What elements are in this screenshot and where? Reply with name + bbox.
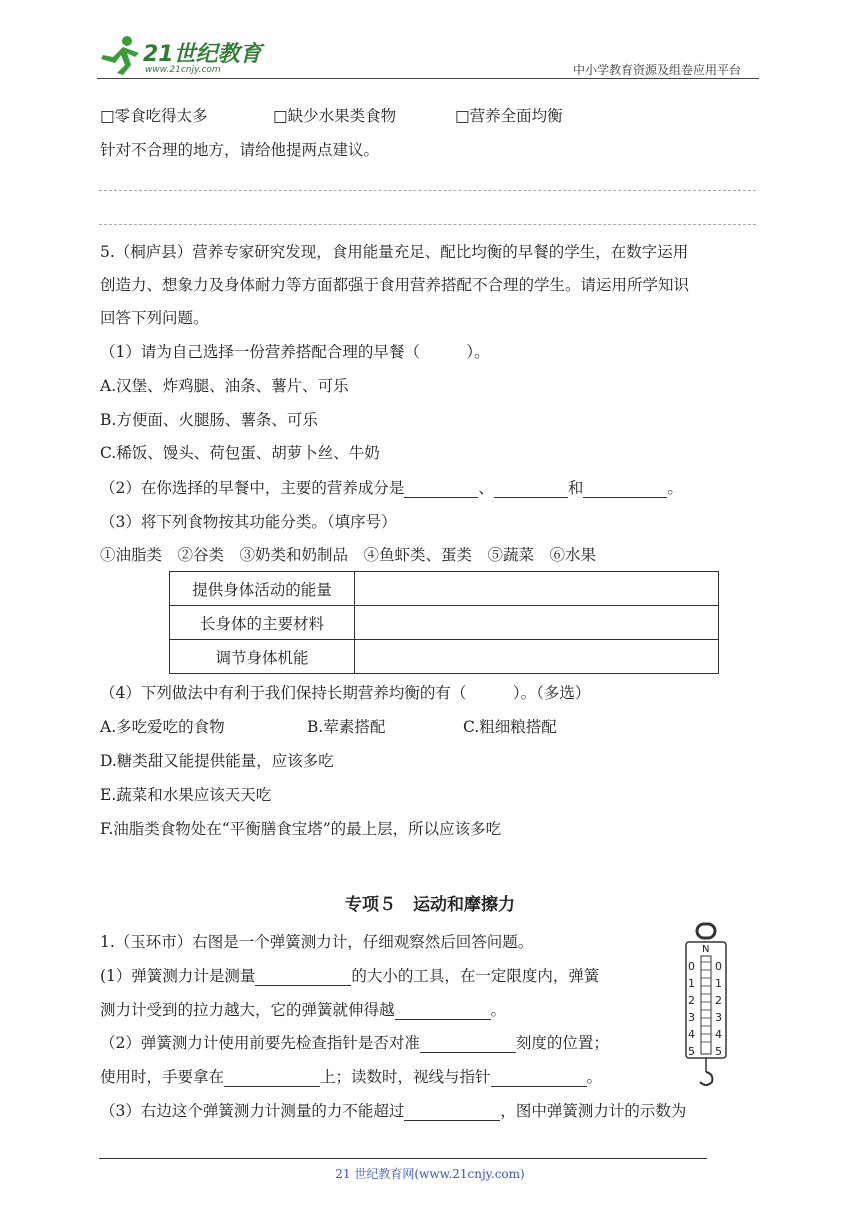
spring-scale-figure: [684, 922, 728, 1088]
q5-food-list: ①油脂类 ②谷类 ③奶类和奶制品 ④鱼虾类、蛋类 ⑤蔬菜 ⑥水果: [100, 546, 597, 564]
fill-blank[interactable]: [494, 481, 568, 498]
fill-blank[interactable]: [583, 481, 667, 498]
q5-sub3: （3）将下列食物按其功能分类。（填序号）: [100, 513, 397, 531]
footer-text: 21 世纪教育网(www.21cnjy.com): [335, 1167, 525, 1181]
scale-right-ticks: [715, 958, 727, 1060]
table-row: [170, 572, 719, 606]
classification-table: [169, 571, 719, 674]
answer-line-2: [99, 224, 756, 225]
header-rule: [97, 78, 759, 79]
answer-line-1: [99, 190, 756, 191]
checkbox-icon: □: [100, 107, 115, 125]
tick-label: 0: [715, 960, 722, 973]
tick-label: 1: [715, 977, 722, 990]
fill-blank[interactable]: [404, 1104, 500, 1121]
fill-blank[interactable]: [255, 969, 351, 986]
table-label: 调节身体机能: [170, 640, 355, 674]
q5-sub4-option-b: B.荤素搭配: [307, 718, 386, 736]
section-title: 专项５ 运动和摩擦力: [345, 895, 515, 915]
fill-blank[interactable]: [404, 481, 478, 498]
checkbox-option-2: □缺少水果类食物: [273, 107, 397, 125]
fill-blank[interactable]: [224, 1070, 320, 1087]
fill-blank[interactable]: [491, 1070, 587, 1087]
q1-line-1: (1）弹簧测力计是测量 的大小的工具，在一定限度内，弹簧: [100, 967, 600, 985]
q5-option-a: A.汉堡、炸鸡腿、油条、薯片、可乐: [100, 377, 349, 395]
q5-sub4-option-e: E.蔬菜和水果应该天天吃: [100, 786, 272, 804]
tick-label: 5: [688, 1045, 695, 1058]
checkbox-option-1: □零食吃得太多: [100, 107, 208, 125]
q5-sub4-option-f: F.油脂类食物处在“平衡膳食宝塔”的最上层，所以应该多吃: [100, 820, 502, 838]
checkbox-icon: □: [455, 107, 470, 125]
q5-option-b: B.方便面、火腿肠、薯条、可乐: [100, 411, 318, 429]
q5-sub2: （2）在你选择的早餐中，主要的营养成分是 、 和 。: [100, 479, 683, 497]
tick-label: 2: [688, 994, 695, 1007]
logo-url: www.21cnjy.com: [145, 65, 221, 75]
q5-sub4-option-d: D.糖类甜又能提供能量，应该多吃: [100, 752, 334, 770]
scale-unit-label: N: [702, 944, 710, 955]
table-label: 长身体的主要材料: [170, 606, 355, 640]
table-answer-cell[interactable]: [355, 606, 719, 640]
tick-label: 0: [688, 960, 695, 973]
q5-intro-line-3: 回答下列问题。: [100, 309, 209, 327]
fill-blank[interactable]: [420, 1036, 516, 1053]
table-answer-cell[interactable]: [355, 640, 719, 674]
q5-sub4-option-c: C.粗细粮搭配: [463, 718, 557, 736]
header-platform-text: 中小学教育资源及组卷应用平台: [573, 63, 742, 77]
q5-intro-line-1: 5.（桐庐县）营养专家研究发现，食用能量充足、配比均衡的早餐的学生，在数字运用: [100, 243, 689, 261]
suggest-prompt: 针对不合理的地方，请给他提两点建议。: [100, 141, 380, 159]
q1-line-5: （3）右边这个弹簧测力计测量的力不能超过 ，图中弹簧测力计的示数为: [100, 1102, 687, 1120]
header-logo: [97, 33, 267, 81]
q5-sub1: （1）请为自己选择一份营养搭配合理的早餐（ ）。: [100, 343, 490, 361]
q5-option-c: C.稀饭、馒头、荷包蛋、胡萝卜丝、牛奶: [100, 444, 380, 462]
q1-line-2: 测力计受到的拉力越大，它的弹簧就伸得越 。: [100, 1001, 507, 1019]
q1-intro: 1.（玉环市）右图是一个弹簧测力计，仔细观察然后回答问题。: [100, 933, 534, 951]
table-label: 提供身体活动的能量: [170, 572, 355, 606]
q5-sub4-option-a: A.多吃爱吃的食物: [100, 718, 225, 736]
tick-label: 4: [715, 1028, 722, 1041]
q1-line-4: 使用时，手要拿在 上；读数时，视线与指针 。: [100, 1068, 603, 1086]
tick-label: 5: [715, 1045, 722, 1058]
tick-label: 4: [688, 1028, 695, 1041]
q5-sub4: （4）下列做法中有利于我们保持长期营养均衡的有（ ）。（多选）: [100, 684, 591, 702]
checkbox-option-3: □营养全面均衡: [455, 107, 563, 125]
tick-label: 3: [688, 1011, 695, 1024]
table-answer-cell[interactable]: [355, 572, 719, 606]
fill-blank[interactable]: [395, 1003, 491, 1020]
tick-label: 3: [715, 1011, 722, 1024]
logo-text: 21世纪教育: [143, 42, 262, 67]
footer-rule: [99, 1158, 707, 1159]
table-row: [170, 606, 719, 640]
q1-line-3: （2）弹簧测力计使用前要先检查指针是否对准 刻度的位置；: [100, 1034, 609, 1052]
runner-logo-icon: [97, 35, 141, 75]
scale-left-ticks: [688, 958, 700, 1060]
tick-label: 1: [688, 977, 695, 990]
tick-label: 2: [715, 994, 722, 1007]
q5-intro-line-2: 创造力、想象力及身体耐力等方面都强于食用营养搭配不合理的学生。请运用所学知识: [100, 276, 690, 294]
checkbox-icon: □: [273, 107, 288, 125]
table-row: [170, 640, 719, 674]
